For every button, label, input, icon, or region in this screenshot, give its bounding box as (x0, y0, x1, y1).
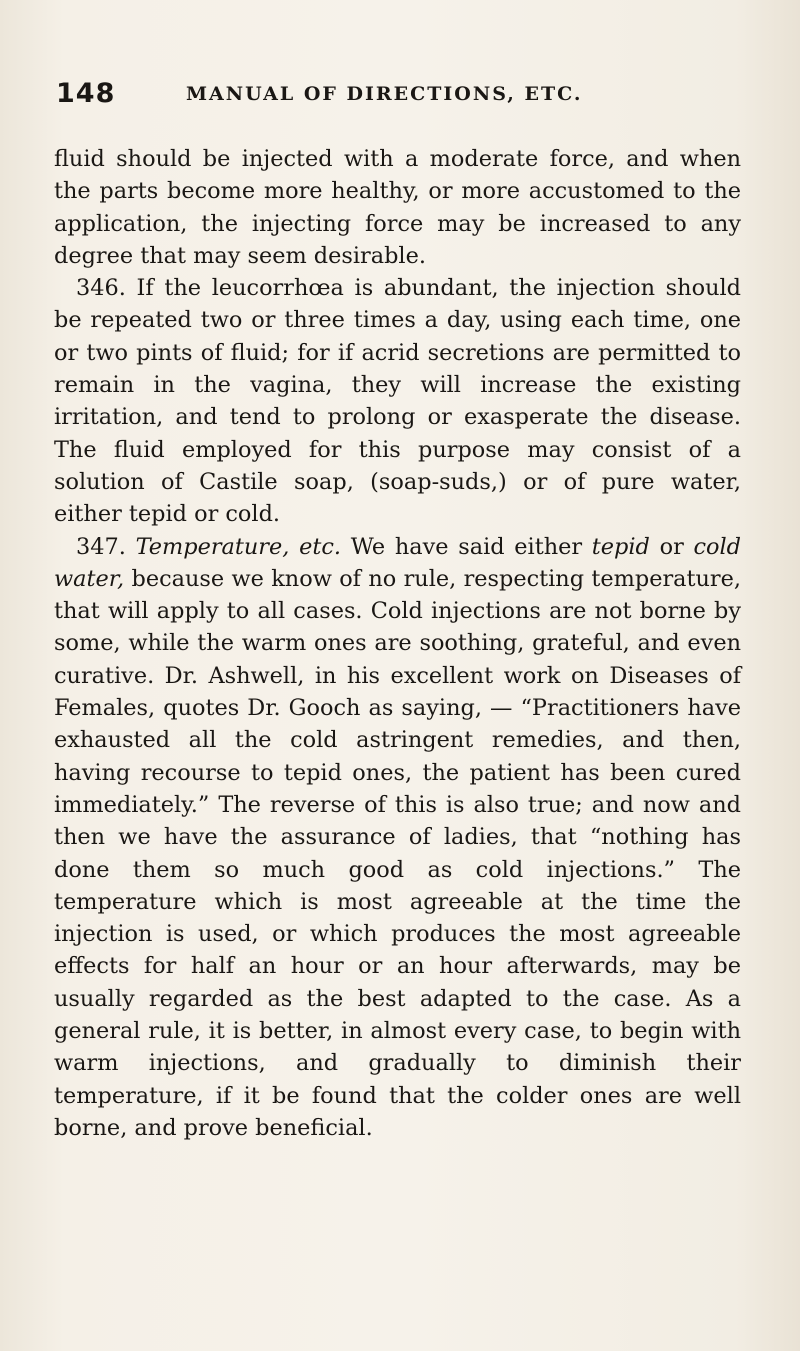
paragraph-347 (54, 531, 741, 1145)
running-title: MANUAL OF DIRECTIONS, ETC. (186, 83, 583, 105)
paragraph-text: If the leucorrhœa is abundant, the injection should be repeated two or three times a day, using each time, one or two pints of fluid; for if acrid secretions are permitted to remain in the vagina, they will increase the existing irritation, and tend to prolong or exasperate the disease. The fluid employed for this purpose may consist of a solution of Castile soap, (soap-suds,) or of pure water, either tepid or cold. (54, 275, 741, 528)
paragraph-number: 347. (76, 533, 126, 560)
paragraph-continuation (54, 143, 741, 272)
italic-term: cold water, (54, 533, 742, 592)
paragraph-number: 346. (76, 275, 126, 302)
italic-term: tepid (591, 533, 650, 560)
paragraph-heading: Temperature, etc. (135, 533, 341, 560)
page-number: 148 (56, 78, 116, 109)
paragraph-text: fluid should be injected with a moderate force, and when the parts become more healthy, or more accustomed to the application, the injecting force may be increased to any degree that may seem desirable. (54, 146, 741, 269)
body-text (54, 143, 741, 1144)
paragraph-text: We have said either (350, 533, 583, 560)
paragraph-text: because we know of no rule, respecting temperature, that will apply to all cases. Cold injections are not borne by some, while the warm ones are soothing, grateful, and even curative. Dr. Ashwell, in his excellent work on Diseases of Females, quotes Dr. Gooch as saying, — “Practitioners have exhausted all the cold astringent remedies, and then, having recourse to tepid ones, the patient has been cured immediately.” The reverse of this is also true; and now and then we have the assurance of ladies, that “nothing has done them so much good as cold injections.” The temperature which is most agreeable at the time the injection is used, or which produces the most agreeable effects for half an hour or an hour afterwards, may be usually regarded as the best adapted to the case. As a general rule, it is better, in almost every case, to begin with warm injections, and gradually to diminish their temperature, if it be found that the colder ones are well borne, and prove beneficial. (54, 565, 741, 1141)
paragraph-text: or (659, 533, 684, 560)
running-head (56, 78, 756, 118)
paragraph-346 (54, 272, 741, 530)
